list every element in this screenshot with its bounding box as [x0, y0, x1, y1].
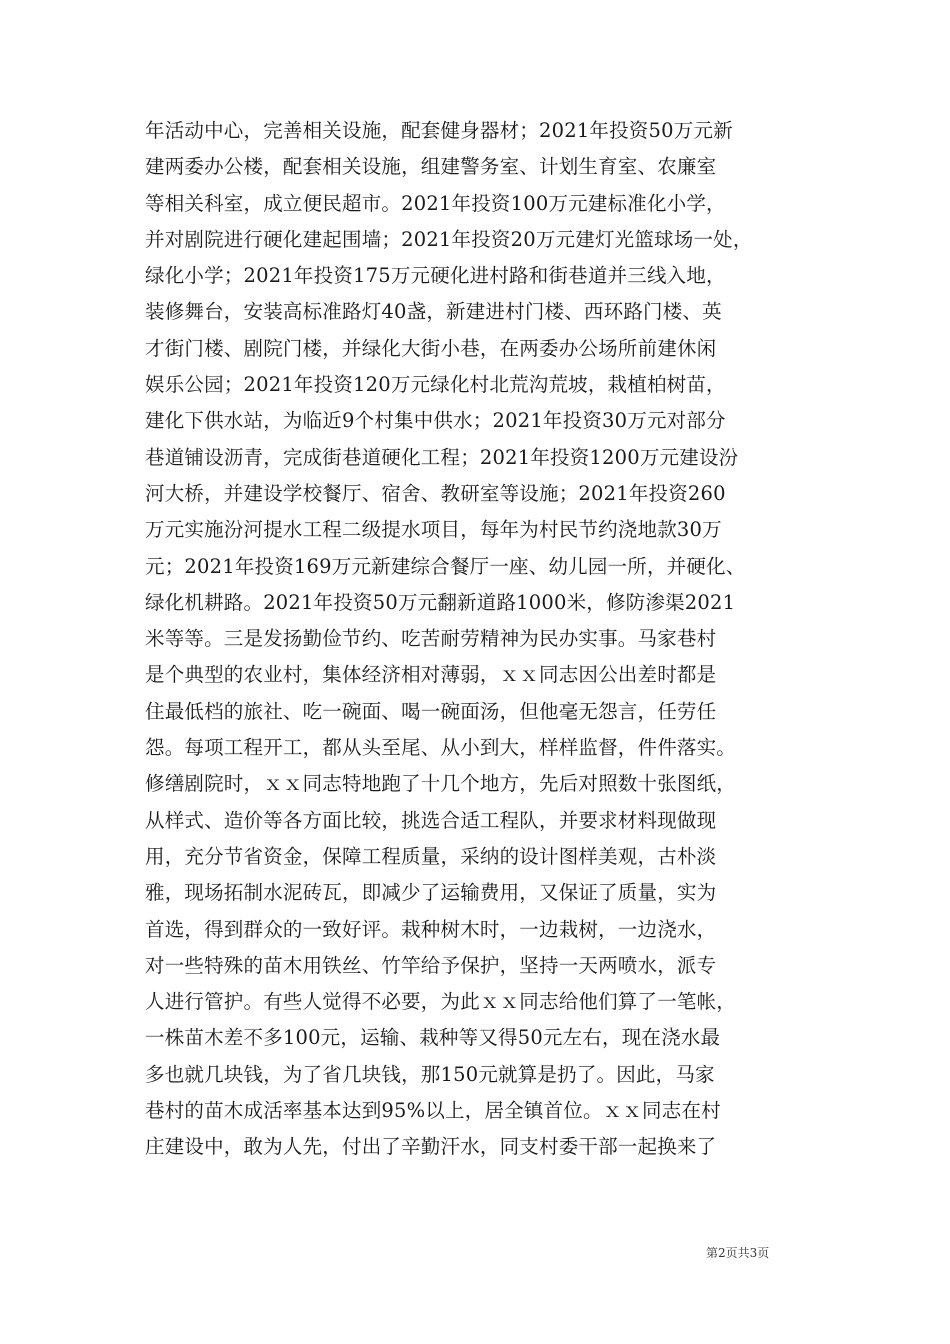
text-line: 多也就几块钱，为了省几块钱，那150元就算是扔了。因此，马家	[145, 1062, 715, 1086]
text-line: 米等等。三是发扬勤俭节约、吃苦耐劳精神为民办实事。马家巷村	[145, 627, 717, 651]
text-line: 巷村的苗木成活率基本达到95%以上，居全镇首位。ｘｘ同志在村	[145, 1099, 721, 1123]
text-line: 年活动中心，完善相关设施，配套健身器材；2021年投资50万元新	[145, 119, 733, 142]
text-line: 建化下供水站，为临近9个村集中供水；2021年投资30万元对部分	[145, 409, 726, 433]
text-line: 装修舞台，安装高标准路灯40盏，新建进村门楼、西环路门楼、英	[145, 300, 722, 324]
page-number-footer: 第2页共3页	[706, 1246, 770, 1260]
text-line: 修缮剧院时，ｘｘ同志特地跑了十几个地方，先后对照数十张图纸，	[145, 772, 737, 796]
text-line: 绿化机耕路。2021年投资50万元翻新道路1000米，修防渗渠2021	[145, 590, 736, 614]
text-line: 人进行管护。有些人觉得不必要，为此ｘｘ同志给他们算了一笔帐，	[145, 990, 737, 1014]
text-line: 元；2021年投资169万元新建综合餐厅一座、幼儿园一所，并硬化、	[145, 554, 746, 578]
text-line: 怨。每项工程开工，都从头至尾、从小到大，样样监督，件件落实。	[145, 736, 737, 760]
text-line: 首选，得到群众的一致好评。栽种树木时，一边栽树，一边浇水，	[145, 917, 717, 941]
text-line: 一株苗木差不多100元，运输、栽种等又得50元左右，现在浇水最	[145, 1026, 721, 1050]
text-line: 用，充分节省资金，保障工程质量，采纳的设计图样美观，古朴淡	[145, 844, 717, 868]
text-line: 河大桥，并建设学校餐厅、宿舍、教研室等设施；2021年投资260	[145, 481, 726, 505]
text-line: 庄建设中，敢为人先，付出了辛勤汗水，同支村委干部一起换来了	[145, 1135, 717, 1159]
text-line: 是个典型的农业村，集体经济相对薄弱，ｘｘ同志因公出差时都是	[145, 663, 717, 687]
text-line: 巷道铺设沥青，完成街巷道硬化工程；2021年投资1200万元建设汾	[145, 445, 739, 469]
text-line: 绿化小学；2021年投资175万元硬化进村路和街巷道并三线入地，	[145, 264, 726, 288]
text-line: 对一些特殊的苗木用铁丝、竹竿给予保护，坚持一天两喷水，派专	[145, 953, 717, 977]
text-line: 住最低档的旅社、吃一碗面、喝一碗面汤，但他毫无怨言，任劳任	[145, 699, 717, 723]
text-line: 雅，现场拓制水泥砖瓦，即减少了运输费用，又保证了质量，实为	[145, 881, 717, 905]
text-line: 才街门楼、剧院门楼，并绿化大街小巷，在两委办公场所前建休闲	[145, 336, 717, 360]
text-line: 万元实施汾河提水工程二级提水项目，每年为村民节约浇地款30万	[145, 518, 722, 542]
text-line: 并对剧院进行硬化建起围墙；2021年投资20万元建灯光篮球场一处，	[145, 227, 753, 251]
text-line: 建两委办公楼，配套相关设施，组建警务室、计划生育室、农廉室	[145, 155, 717, 179]
document-body	[145, 113, 815, 1166]
text-line: 等相关科室，成立便民超市。2021年投资100万元建标准化小学，	[145, 191, 726, 215]
text-line: 从样式、造价等各方面比较，挑选合适工程队，并要求材料现做现	[145, 808, 717, 832]
text-line: 娱乐公园；2021年投资120万元绿化村北荒沟荒坡，栽植柏树苗，	[145, 373, 726, 397]
